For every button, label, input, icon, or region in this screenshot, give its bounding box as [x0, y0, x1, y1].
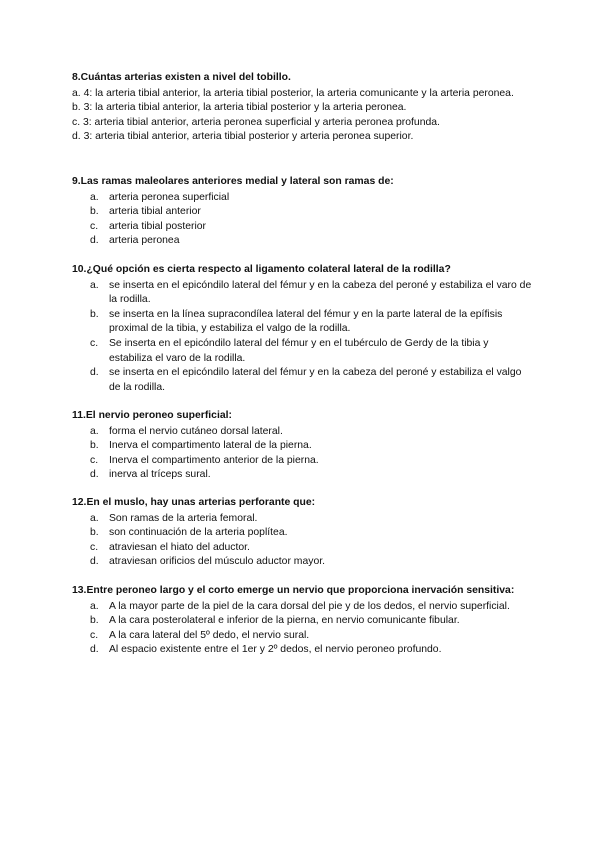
option-mark: a. — [90, 425, 99, 437]
option-text: arteria tibial posterior — [109, 220, 207, 232]
option-a — [72, 87, 532, 102]
option-mark: c. — [72, 116, 81, 128]
option-d — [72, 555, 532, 570]
question-title: 9.Las ramas maleolares anteriores medial y lateral son ramas de: — [72, 176, 394, 187]
option-mark: d. — [90, 469, 99, 481]
option-mark: b. — [90, 615, 99, 627]
option-mark: d. — [90, 235, 99, 247]
option-mark: b. — [90, 440, 99, 452]
option-mark: a. — [90, 512, 99, 524]
option-text: atraviesan orificios del músculo aductor mayor. — [109, 556, 325, 568]
option-text: A la mayor parte de la piel de la cara dorsal del pie y de los dedos, el nervio superficial. — [109, 600, 510, 612]
option-text: se inserta en el epicóndilo lateral del fémur y en la cabeza del peroné y estabiliza el varo de la rodilla. — [109, 279, 532, 306]
option-d — [72, 234, 532, 249]
option-c — [72, 337, 532, 366]
question-13 — [72, 584, 532, 658]
option-mark: c. — [90, 541, 99, 553]
option-d — [72, 130, 532, 145]
option-text: se inserta en el epicóndilo lateral del fémur y en la cabeza del peroné y estabiliza el valgo de la rodilla. — [109, 367, 522, 393]
option-text: Se inserta en el epicóndilo lateral del fémur y en el tubérculo de Gerdy de la tibia y estabiliza el varo de la rodilla. — [109, 337, 489, 364]
option-mark: c. — [90, 629, 99, 641]
question-title: 10.¿Qué opción es cierta respecto al ligamento colateral lateral de la rodilla? — [72, 264, 451, 275]
option-mark: a. — [90, 191, 99, 203]
option-b — [72, 526, 532, 541]
option-mark: b. — [90, 308, 99, 320]
option-text: inerva al tríceps sural. — [109, 469, 211, 481]
option-c — [72, 220, 532, 235]
question-10 — [72, 263, 532, 395]
option-text: Inerva el compartimento lateral de la pierna. — [109, 440, 312, 452]
option-text: son continuación de la arteria poplítea. — [109, 527, 288, 539]
option-mark: a. — [72, 87, 81, 99]
option-d — [72, 643, 532, 658]
option-mark: d. — [90, 556, 99, 568]
option-text: 3: arteria tibial anterior, arteria tibial posterior y arteria peronea superior. — [83, 131, 414, 143]
question-8 — [72, 71, 532, 145]
option-mark: c. — [90, 454, 99, 466]
option-text: forma el nervio cutáneo dorsal lateral. — [109, 425, 283, 437]
option-text: arteria tibial anterior — [109, 206, 201, 218]
option-text: atraviesan el hiato del aductor. — [109, 541, 250, 553]
option-mark: d. — [72, 131, 81, 143]
option-text: Al espacio existente entre el 1er y 2º dedos, el nervio peroneo profundo. — [109, 644, 442, 656]
option-a — [72, 512, 532, 527]
option-text: se inserta en la línea supracondílea lateral del fémur y en la parte lateral de la epífisis proximal de la tibia, y estabiliza el valgo de la rodilla. — [109, 308, 503, 335]
question-title: 8.Cuántas arterias existen a nivel del tobillo. — [72, 72, 291, 83]
option-a — [72, 600, 532, 615]
question-11 — [72, 409, 532, 483]
option-d — [72, 468, 532, 483]
question-title: 11.El nervio peroneo superficial: — [72, 410, 232, 421]
option-a — [72, 279, 532, 308]
option-text: A la cara posterolateral e inferior de la pierna, en nervio comunicante fibular. — [109, 615, 460, 627]
option-text: 3: la arteria tibial anterior, la arteria tibial posterior y la arteria peronea. — [83, 102, 407, 114]
option-b — [72, 205, 532, 220]
option-mark: a. — [90, 279, 99, 291]
option-b — [72, 614, 532, 629]
question-12 — [72, 496, 532, 570]
option-a — [72, 191, 532, 206]
option-mark: c. — [90, 337, 99, 349]
question-title: 12.En el muslo, hay unas arterias perforante que: — [72, 497, 316, 508]
option-c — [72, 629, 532, 644]
option-mark: c. — [90, 220, 99, 232]
option-b — [72, 439, 532, 454]
option-text: A la cara lateral del 5º dedo, el nervio sural. — [109, 629, 310, 641]
option-text: 4: la arteria tibial anterior, la arteria tibial posterior, la arteria comunicante y la arteria peronea. — [83, 87, 514, 99]
option-mark: b. — [72, 102, 81, 114]
option-text: arteria peronea — [109, 235, 180, 247]
option-text: Son ramas de la arteria femoral. — [109, 512, 258, 524]
option-mark: a. — [90, 600, 99, 612]
option-b — [72, 308, 532, 337]
option-mark: d. — [90, 644, 99, 656]
option-mark: d. — [90, 367, 99, 379]
option-text: 3: arteria tibial anterior, arteria peronea superficial y arteria peronea profunda. — [82, 116, 440, 128]
option-text: Inerva el compartimento anterior de la pierna. — [109, 454, 319, 466]
question-title: 13.Entre peroneo largo y el corto emerge un nervio que proporciona inervación sensitiva: — [72, 585, 515, 596]
option-text: arteria peronea superficial — [109, 191, 230, 203]
option-d — [72, 366, 532, 395]
option-b — [72, 101, 532, 116]
option-c — [72, 541, 532, 556]
question-9 — [72, 175, 532, 249]
option-mark: b. — [90, 527, 99, 539]
option-a — [72, 425, 532, 440]
option-mark: b. — [90, 206, 99, 218]
option-c — [72, 116, 532, 131]
option-c — [72, 454, 532, 469]
